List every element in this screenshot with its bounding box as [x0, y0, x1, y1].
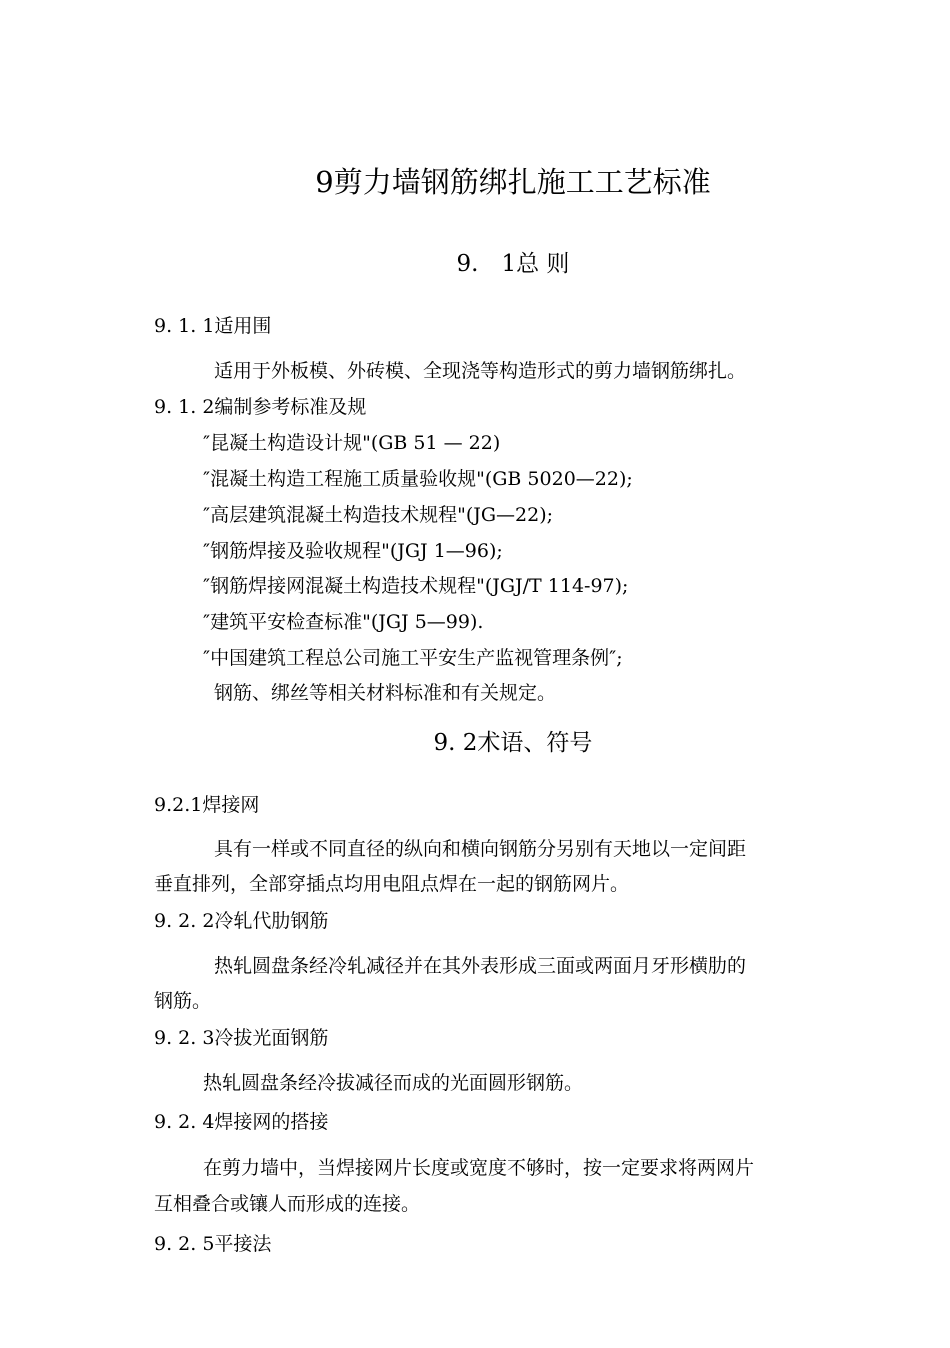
- subsection-9-1-1-title: 9. 1. 1适用围: [154, 315, 272, 337]
- reference-item: ″混凝土构造工程施工质量验收规"(GB 5020—22);: [203, 468, 633, 490]
- reference-item: ″中国建筑工程总公司施工平安生产监视管理条例″;: [203, 647, 623, 669]
- section-heading-9-1: 9. 1总 则: [456, 251, 570, 277]
- term-9-2-4-text-line2: 互相叠合或镶人而形成的连接。: [154, 1193, 421, 1215]
- reference-item: ″昆凝土构造设计规"(GB 51 — 22): [203, 432, 501, 454]
- term-9-2-1-text-line2: 垂直排列，全部穿插点均用电阻点焊在一起的钢筋网片。: [154, 873, 630, 895]
- reference-item: ″钢筋焊接网混凝土构造技术规程"(JGJ/T 114-97);: [203, 575, 629, 597]
- reference-item: ″高层建筑混凝土构造技术规程"(JG—22);: [203, 504, 554, 526]
- term-9-2-1-text-line1: 具有一样或不同直径的纵向和横向钢筋分另别有天地以一定间距: [214, 838, 747, 860]
- reference-item: ″建筑平安检查标准"(JGJ 5—99).: [203, 611, 484, 633]
- materials-note: 钢筋、绑丝等相关材料标准和有关规定。: [214, 682, 557, 704]
- term-9-2-4-text-line1: 在剪力墙中，当焊接网片长度或宽度不够时，按一定要求将两网片: [203, 1157, 755, 1179]
- term-9-2-4-title: 9. 2. 4焊接网的搭接: [154, 1111, 329, 1133]
- section-heading-9-2: 9. 2术语、符号: [433, 730, 593, 756]
- document-title: 9剪力墙钢筋绑扎施工工艺标准: [315, 165, 711, 199]
- term-9-2-2-text-line1: 热轧圆盘条经冷轧减径并在其外表形成三面或两面月牙形横肋的: [214, 955, 747, 977]
- reference-item: ″钢筋焊接及验收规程"(JGJ 1—96);: [203, 540, 503, 562]
- term-9-2-1-title: 9.2.1焊接网: [154, 794, 260, 816]
- term-9-2-3-text: 热轧圆盘条经冷拔减径而成的光面圆形钢筋。: [203, 1072, 584, 1094]
- term-9-2-2-title: 9. 2. 2冷轧代肋钢筋: [154, 910, 329, 932]
- term-9-2-3-title: 9. 2. 3冷拔光面钢筋: [154, 1027, 329, 1049]
- subsection-9-1-2-title: 9. 1. 2编制参考标准及规: [154, 396, 367, 418]
- subsection-9-1-1-text: 适用于外板模、外砖模、全现浇等构造形式的剪力墙钢筋绑扎。: [214, 360, 747, 382]
- term-9-2-5-title: 9. 2. 5平接法: [154, 1233, 272, 1255]
- term-9-2-2-text-line2: 钢筋。: [154, 990, 212, 1012]
